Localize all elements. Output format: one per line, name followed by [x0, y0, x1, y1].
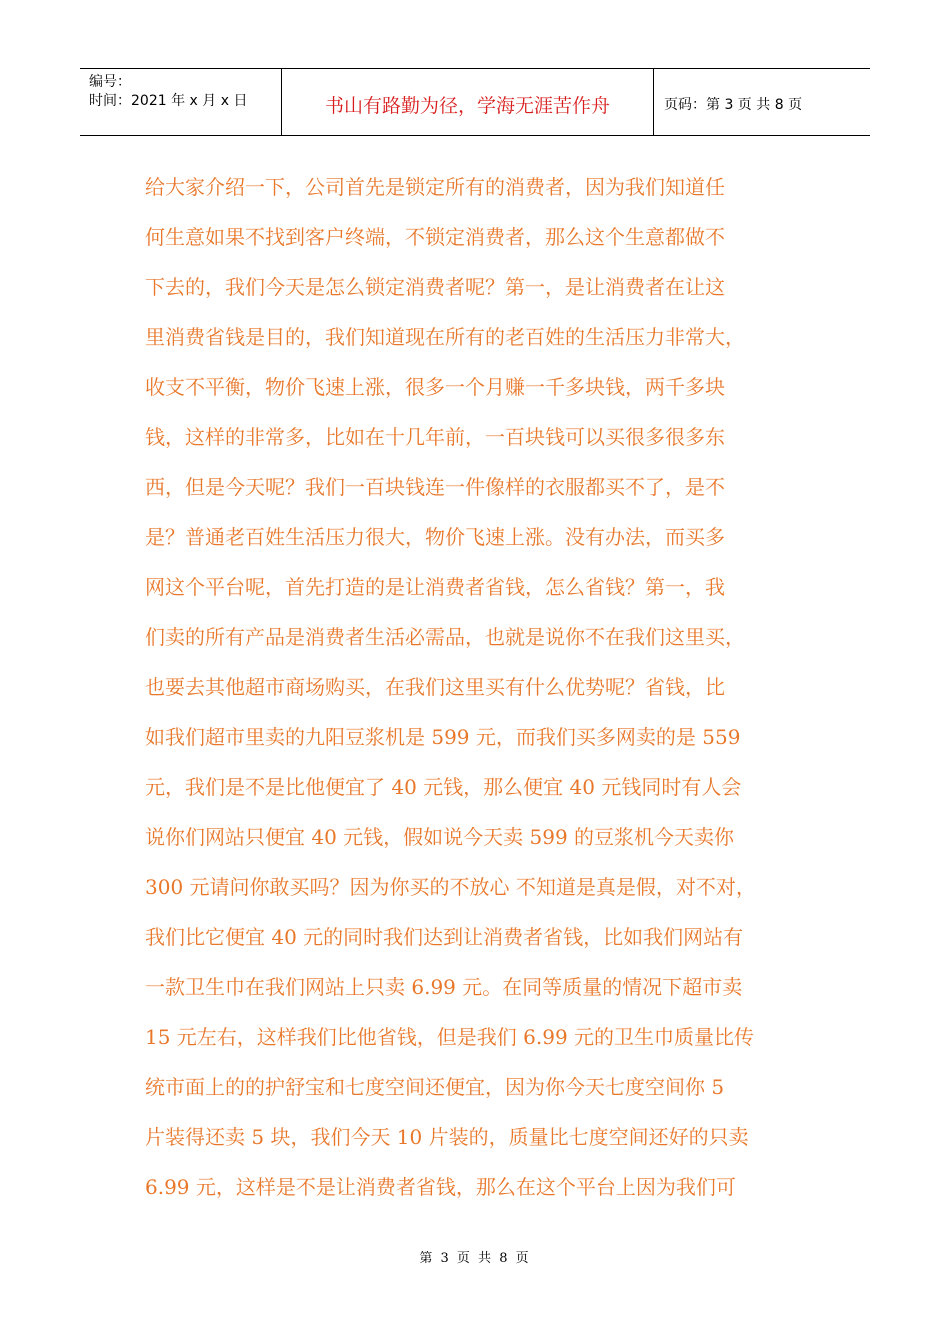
body-line: 也要去其他超市商场购买，在我们这里买有什么优势呢？省钱，比: [145, 675, 725, 699]
page-info-text: 页码：第 3 页 共 8 页: [664, 97, 803, 113]
body-line: 我们比它便宜 40 元的同时我们达到让消费者省钱，比如我们网站有: [145, 925, 744, 949]
body-line: 统市面上的的护舒宝和七度空间还便宜，因为你今天七度空间你 5: [145, 1075, 725, 1099]
document-body: [145, 162, 815, 1212]
body-line: 片装得还卖 5 块，我们今天 10 片装的，质量比七度空间还好的只卖: [145, 1125, 749, 1149]
body-line: 6.99 元，这样是不是让消费者省钱，那么在这个平台上因为我们可: [145, 1175, 736, 1199]
motto-text: 书山有路勤为径，学海无涯苦作舟: [324, 94, 610, 117]
body-line: 说你们网站只便宜 40 元钱，假如说今天卖 599 的豆浆机今天卖你: [145, 825, 735, 849]
body-line: 300 元请问你敢买吗？因为你买的不放心 不知道是真是假，对不对，: [145, 875, 756, 899]
body-line: 们卖的所有产品是消费者生活必需品，也就是说你不在我们这里买，: [145, 625, 745, 649]
body-line: 何生意如果不找到客户终端，不锁定消费者，那么这个生意都做不: [145, 225, 725, 249]
body-line: 网这个平台呢，首先打造的是让消费者省钱，怎么省钱？第一，我: [145, 575, 725, 599]
body-line: 元，我们是不是比他便宜了 40 元钱，那么便宜 40 元钱同时有人会: [145, 775, 742, 799]
document-number-label: 编号：: [89, 74, 131, 90]
body-line: 如我们超市里卖的九阳豆浆机是 599 元，而我们买多网卖的是 559: [145, 725, 741, 749]
body-line: 是？普通老百姓生活压力很大，物价飞速上涨。没有办法，而买多: [145, 525, 725, 549]
body-line: 15 元左右，这样我们比他省钱，但是我们 6.99 元的卫生巾质量比传: [145, 1025, 755, 1049]
footer-page-number: 第 3 页 共 8 页: [419, 1251, 531, 1266]
body-line: 下去的，我们今天是怎么锁定消费者呢？第一，是让消费者在让这: [145, 275, 725, 299]
body-line: 给大家介绍一下，公司首先是锁定所有的消费者，因为我们知道任: [145, 175, 725, 199]
page-footer: [0, 1247, 950, 1266]
header-meta-cell: [80, 69, 282, 135]
body-line: 里消费省钱是目的，我们知道现在所有的老百姓的生活压力非常大，: [145, 325, 745, 349]
document-header: [80, 68, 870, 136]
document-time-label: 时间：2021 年 x 月 x 日: [89, 93, 248, 109]
body-line: 西，但是今天呢？我们一百块钱连一件像样的衣服都买不了，是不: [145, 475, 725, 499]
body-line: 一款卫生巾在我们网站上只卖 6.99 元。在同等质量的情况下超市卖: [145, 975, 743, 999]
body-line: 钱，这样的非常多，比如在十几年前，一百块钱可以买很多很多东: [145, 425, 725, 449]
header-motto-cell: [282, 69, 654, 135]
header-page-cell: [654, 69, 870, 135]
body-line: 收支不平衡，物价飞速上涨，很多一个月赚一千多块钱，两千多块: [145, 375, 725, 399]
